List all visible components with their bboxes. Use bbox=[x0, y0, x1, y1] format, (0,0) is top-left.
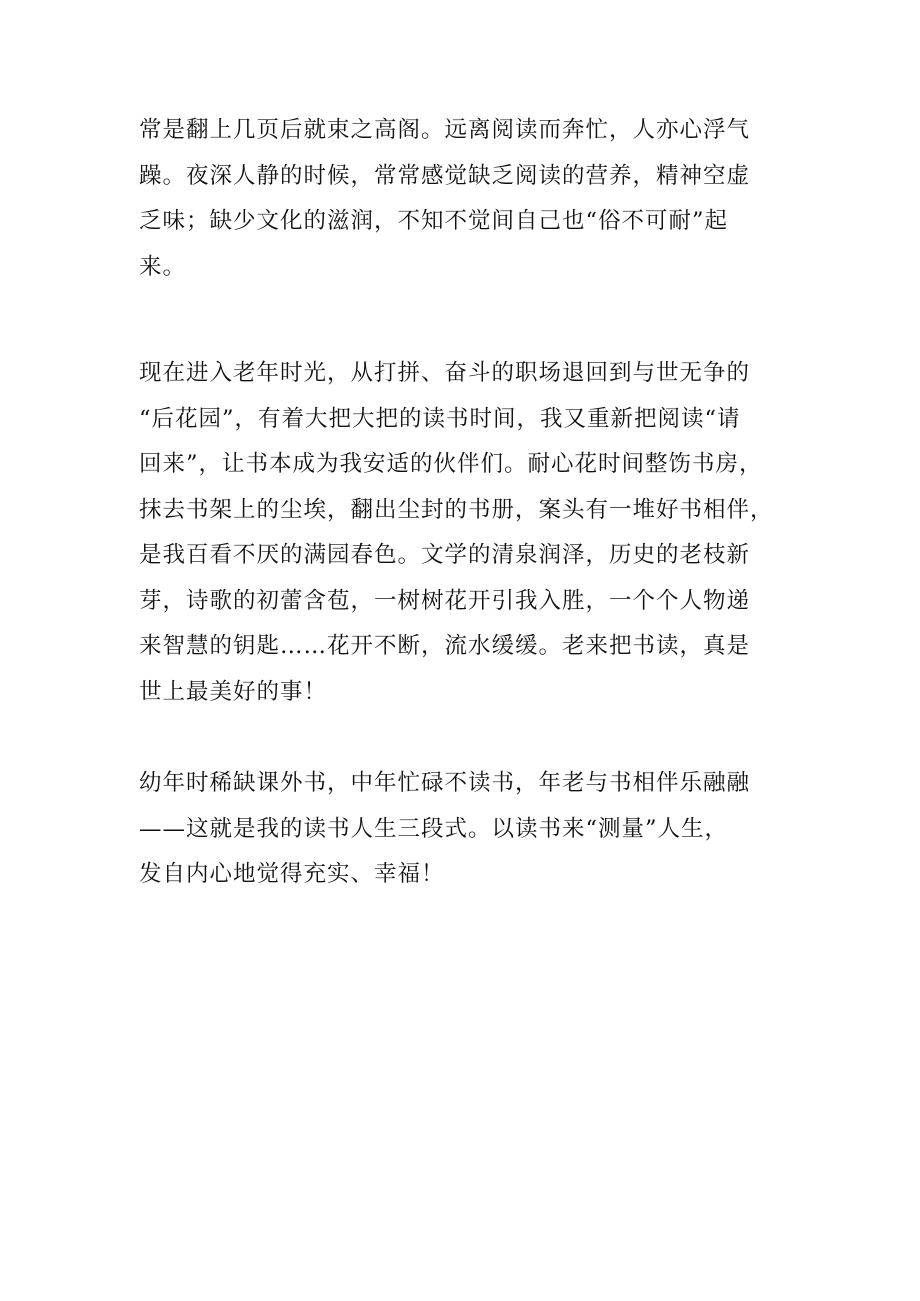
paragraph-3 bbox=[139, 761, 799, 898]
text-line: 现在进入老年时光，从打拼、奋斗的职场退回到与世无争的 bbox=[139, 360, 751, 386]
paragraph-spacing bbox=[139, 715, 799, 761]
text-line: 回来”，让书本成为我安适的伙伴们。耐心花时间整饬书房， bbox=[139, 451, 763, 477]
text-line: 来。 bbox=[139, 253, 187, 280]
text-line: 乏味；缺少文化的滋润，不知不觉间自己也“俗不可耐”起 bbox=[139, 208, 729, 234]
text-line: 来智慧的钥匙……花开不断，流水缓缓。老来把书读，真是 bbox=[139, 633, 751, 659]
text-line: 常是翻上几页后就束之高阁。远离阅读而奔忙，人亦心浮气 bbox=[139, 117, 751, 143]
text-line: “后花园”，有着大把大把的读书时间，我又重新把阅读“请 bbox=[139, 405, 741, 432]
text-line: 抹去书架上的尘埃，翻出尘封的书册，案头有一堆好书相伴， bbox=[139, 496, 774, 523]
text-line: 是我百看不厌的满园春色。文学的清泉润泽，历史的老枝新 bbox=[139, 542, 751, 568]
text-line: 幼年时稀缺课外书，中年忙碌不读书，年老与书相伴乐融融 bbox=[139, 770, 751, 796]
paragraph-1 bbox=[139, 108, 799, 290]
text-line: ——这就是我的读书人生三段式。以读书来“测量”人生， bbox=[139, 815, 729, 842]
paragraph-2 bbox=[139, 351, 799, 715]
text-line: 躁。夜深人静的时候，常常感觉缺乏阅读的营养，精神空虚 bbox=[139, 162, 751, 189]
text-line: 芽，诗歌的初蕾含苞，一树树花开引我入胜，一个个人物递 bbox=[139, 587, 751, 614]
paragraph-spacing bbox=[139, 290, 799, 351]
text-line: 世上最美好的事！ bbox=[139, 678, 328, 705]
text-line: 发自内心地觉得充实、幸福！ bbox=[139, 861, 445, 887]
document-body bbox=[139, 108, 799, 898]
